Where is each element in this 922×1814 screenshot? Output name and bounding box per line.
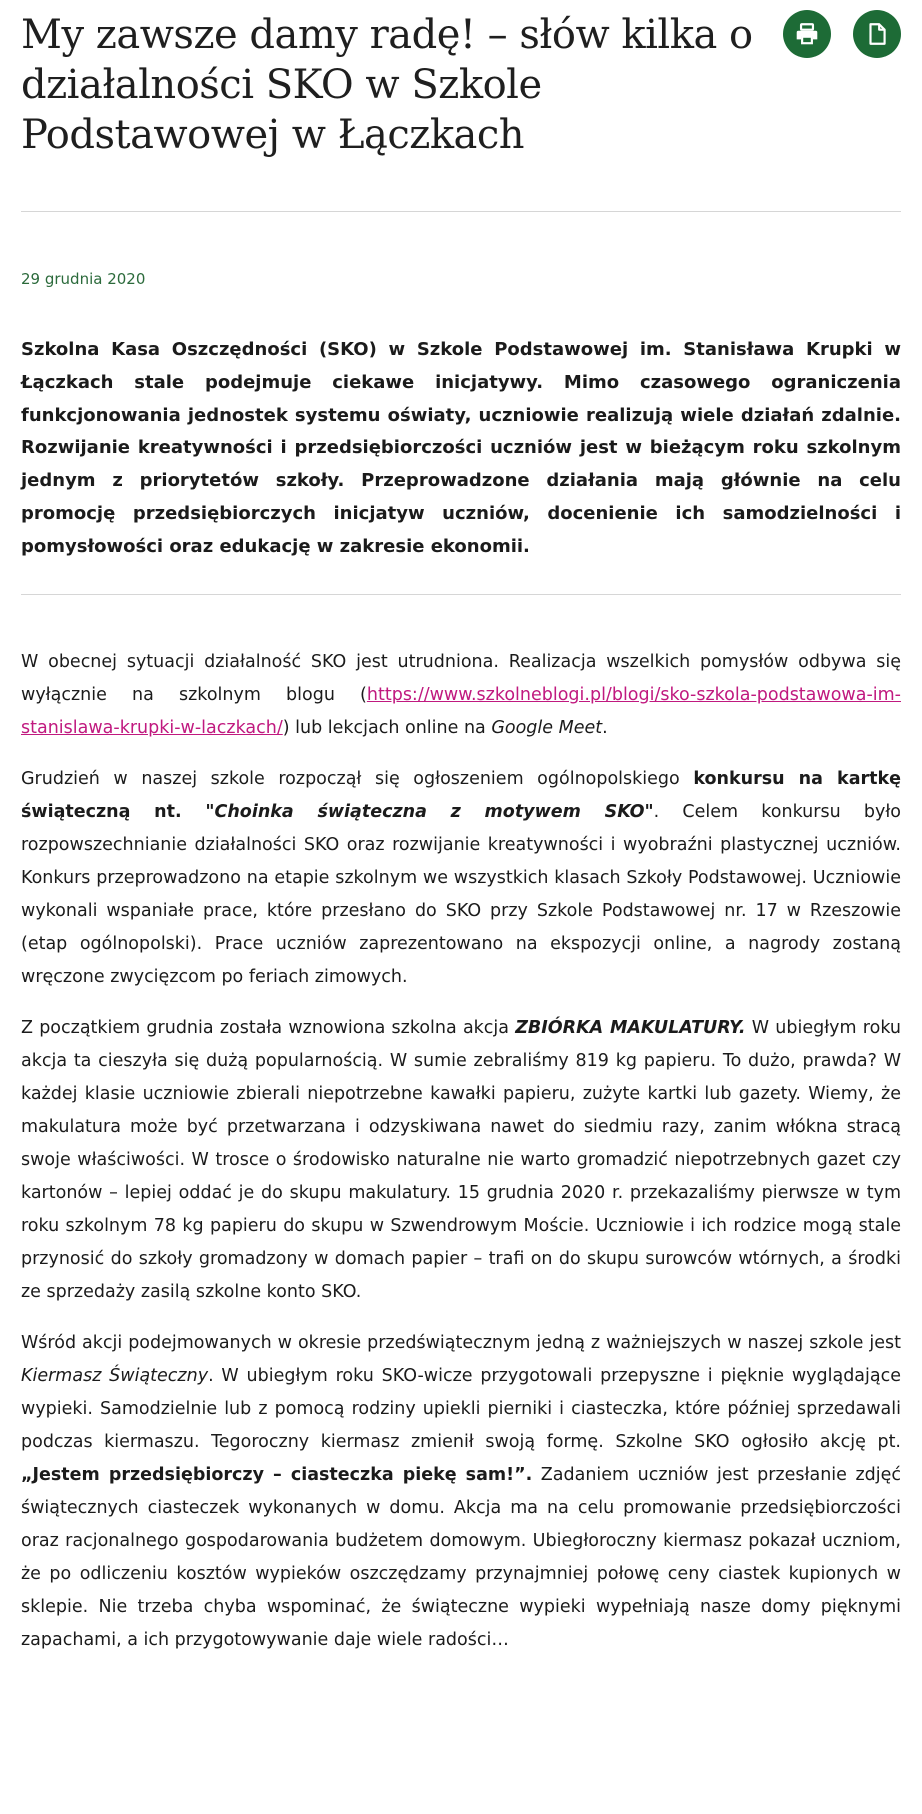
article-title: My zawsze damy radę! – słów kilka o działalności SKO w Szkole Podstawowej w Łączkach <box>21 12 753 158</box>
article-header <box>21 10 901 160</box>
lead-divider <box>21 594 901 595</box>
pdf-button[interactable] <box>853 10 901 58</box>
printer-icon <box>794 21 820 47</box>
article-body <box>21 646 901 1675</box>
article-actions <box>783 10 901 58</box>
paragraph-paper-collection <box>21 1012 901 1309</box>
text-span: Z początkiem grudnia została wznowiona szkolna akcja <box>21 1018 516 1038</box>
blog-link[interactable]: https://www.szkolneblogi.pl/blogi/sko-szkola-podstawowa-im-stanislawa-krupki-w-laczkach/ <box>21 685 901 738</box>
text-span: . <box>602 718 608 738</box>
contest-name: konkursu na kartkę świąteczną nt. <box>21 769 902 822</box>
text-span: Zadaniem uczniów jest przesłanie zdjęć świątecznych ciasteczek wykonanych w domu. Akcja ma na celu promowanie przedsiębiorczości oraz racjonalnego gospodarowania budżetem domowym. Ubiegłoroczny kiermasz pokazał uczniom, że po odliczeniu kosztów wypieków oszczędzamy przynajmniej połowę ceny ciastek kupionych w sklepie. Nie trzeba chyba wspominać, że świąteczne wypieki wypełniają nasze domy pięknymi zapachami, a ich przygotowywanie daje wiele radości… <box>21 1465 901 1650</box>
text-span: W ubiegłym roku akcja ta cieszyła się dużą popularnością. W sumie zebraliśmy 819 kg papieru. To dużo, prawda? W każdej klasie uczniowie zbierali niepotrzebne kawałki papieru, zużyte kartki lub gazety. Wiemy, że makulatura może być przetwarzana i odzyskiwana nawet do siedmiu razy, zanim włókna stracą swoje właściwości. W trosce o środowisko naturalne nie warto gromadzić niepotrzebnych gazet czy kartonów – lepiej oddać je do skupu makulatury. 15 grudnia 2020 r. przekazaliśmy pierwsze w tym roku szkolnym 78 kg papieru do skupu w Szwendrowym Moście. Uczniowie i ich rodzice mogą stale przynosić do szkoły gromadzony w domach papier – trafi on do skupu surowców wtórnych, a środki ze sprzedaży zasilą szkolne konto SKO. <box>21 1018 902 1302</box>
text-span: . W ubiegłym roku SKO-wicze przygotowali przepyszne i pięknie wyglądające wypieki. Samodzielnie lub z pomocą rodziny upiekli pierniki i ciasteczka, które później sprzedawali podczas kiermaszu. Tegoroczny kiermasz zmienił swoją formę. Szkolne SKO ogłosiło akcję pt. <box>21 1366 901 1452</box>
title-divider <box>21 211 901 212</box>
google-meet-text: Google Meet <box>491 718 603 738</box>
text-span: Grudzień w naszej szkole rozpoczął się ogłoszeniem ogólnopolskiego <box>21 769 694 789</box>
paragraph-blog <box>21 646 901 745</box>
document-icon <box>864 21 890 47</box>
print-button[interactable] <box>783 10 831 58</box>
text-span: W obecnej sytuacji działalność SKO jest utrudniona. Realizacja wszelkich pomysłów odbywa się wyłącznie na szkolnym blogu ( <box>21 652 901 705</box>
paragraph-contest <box>21 763 901 994</box>
article-lead: Szkolna Kasa Oszczędności (SKO) w Szkole Podstawowej im. Stanisława Krupki w Łączkach stale podejmuje ciekawe inicjatywy. Mimo czasowego ograniczenia funkcjonowania jednostek systemu oświaty, uczniowie realizują wiele działań zdalnie. Rozwijanie kreatywności i przedsiębiorczości uczniów jest w bieżącym roku szkolnym jednym z priorytetów szkoły. Przeprowadzone działania mają głównie na celu promocję przedsiębiorczych inicjatyw uczniów, docenienie ich samodzielności i pomysłowości oraz edukację w zakresie ekonomii. <box>21 339 901 557</box>
text-span: ) lub lekcjach online na <box>282 718 492 738</box>
text-span: . Celem konkursu było rozpowszechnianie działalności SKO oraz rozwijanie kreatywności i wyobraźni plastycznej uczniów. Konkurs przeprowadzono na etapie szkolnym we wszystkich klasach Szkoły Podstawowej. Uczniowie wykonali wspaniałe prace, które przesłano do SKO przy Szkole Podstawowej nr. 17 w Rzeszowie (etap ogólnopolski). Prace uczniów zaprezentowano na ekspozycji online, a nagrody zostaną wręczone zwycięzcom po feriach zimowych. <box>21 802 902 987</box>
cookie-action-name: „Jestem przedsiębiorczy – ciasteczka piekę sam!”. <box>21 1465 533 1485</box>
christmas-fair-name: Kiermasz Świąteczny <box>21 1366 209 1386</box>
paper-collection-name: ZBIÓRKA MAKULATURY. <box>515 1018 746 1038</box>
publish-date: 29 grudnia 2020 <box>21 270 146 288</box>
text-span: Wśród akcji podejmowanych w okresie przedświątecznym jedną z ważniejszych w naszej szkole jest <box>21 1333 901 1353</box>
contest-theme: "Choinka świąteczna z motywem SKO" <box>205 802 654 822</box>
paragraph-christmas-fair <box>21 1327 901 1657</box>
